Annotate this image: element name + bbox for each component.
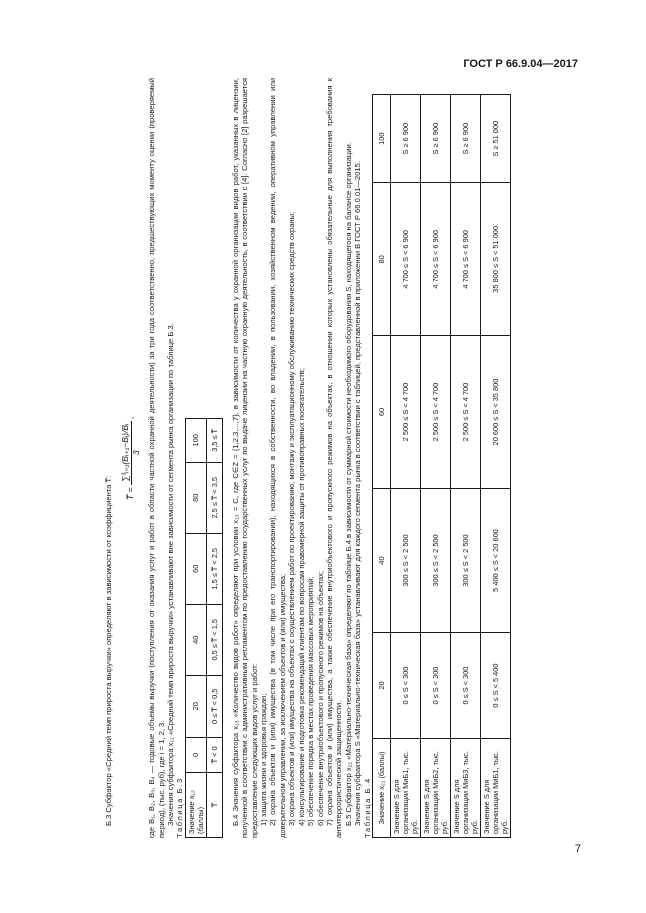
table-cell: S ≥ 51 000 xyxy=(480,95,510,183)
b4-list-item: 6) обеспечение внутриобъектового и пропускного режимов на объектах; xyxy=(315,570,325,826)
b3-intro: Б.3 Субфактор «Средний темп прироста выручки» определяют в зависимости от коэффициента T̅: xyxy=(104,475,113,826)
table-row xyxy=(390,95,420,838)
table-row-label: Значение S для организации МиБ3, тыс. руб. xyxy=(450,739,480,838)
table-cell: 0 ≤ T̅ < 0,5 xyxy=(206,675,222,737)
formula-fraction xyxy=(121,421,141,485)
b5-paragraph-2: Значения субфактора S «Материально-техническая база» устанавливают для каждого сегмента рынка в соответствии с таблицей, представленной в приложении В ГОСТ Р 66.0.01—2015. xyxy=(353,161,363,826)
b5-paragraph: Б.5 Субфактор x₂₁ «Материально-техническая база» определяют по таблице Б.4 в зависимости от суммарной стоимости необходимого оборудования S, находящегося на балансе организации. xyxy=(343,142,353,826)
table-cell: 300 ≤ S < 2 500 xyxy=(420,488,450,632)
table-cell: 0 xyxy=(185,737,206,772)
formula-numerator: ∑³ᵢ₌₁(Bᵢ₊₁−Bᵢ)/Bᵢ xyxy=(121,421,131,485)
table-row xyxy=(420,95,450,838)
table-cell: 1,5 ≤ T̅ < 2,5 xyxy=(206,533,222,604)
table-cell: 0,5 ≤ T̅ < 1,5 xyxy=(206,604,222,675)
table-cell: 100 xyxy=(372,95,390,183)
b4-list-item: 2) охрана объектов и (или) имущества (в том числе при его транспортировании), находящихся в собственности, во владении, в пользовании, хозяйственном ведении, оперативном управлении или доверительном управлении, за исключением объектов и (или) имущества; xyxy=(268,78,287,838)
table-cell: 300 ≤ S < 2 500 xyxy=(450,488,480,632)
rotated-page-content xyxy=(104,78,574,838)
b4-list-item: 1) защита жизни и здоровья граждан; xyxy=(259,693,269,826)
table-b3 xyxy=(185,418,223,838)
b4-list-item: 3) охрана объектов и (или) имущества на объектах с осуществлением работ по проектированию, монтажу и эксплуатационному обслуживанию технических средств охраны; xyxy=(287,211,297,826)
table-row-label: Значение S для организации МиБ1, тыс. руб. xyxy=(480,739,510,838)
table-cell: 4 700 ≤ S < 6 900 xyxy=(450,183,480,336)
table-row xyxy=(206,419,222,838)
formula-lhs: T̅ = xyxy=(125,487,136,500)
table-b4 xyxy=(372,94,511,838)
b3-table-intro: Значения субфактора x₁₂ «Средний темп прироста выручки» устанавливают вне зависимости от сегмента рынка организации по таблице Б.3. xyxy=(166,323,176,826)
table-row xyxy=(185,419,206,838)
table-cell: 300 ≤ S < 2 500 xyxy=(390,488,420,632)
formula-t-mean xyxy=(121,78,141,838)
table-cell: 40 xyxy=(185,604,206,675)
formula-tail: , xyxy=(125,416,136,419)
b4-list-item: 5) обеспечение порядка в местах проведения массовых мероприятий; xyxy=(306,576,316,826)
table-cell: 4 700 ≤ S < 6 900 xyxy=(390,183,420,336)
table-row-label: Значение S для организации МиБ2, тыс. руб. xyxy=(420,739,450,838)
table-row-label: Значение S для организации МиБ1, тыс. руб. xyxy=(390,739,420,838)
table-cell: 4 700 ≤ S < 6 900 xyxy=(420,183,450,336)
table-cell: 2,5 ≤ T̅ < 3,5 xyxy=(206,462,222,533)
page-number: 7 xyxy=(574,843,581,855)
table-cell: T̅ < 0 xyxy=(206,737,222,772)
table-cell: 20 xyxy=(372,633,390,739)
table-cell: 20 xyxy=(185,675,206,737)
b3-where-text: где B₁, B₂, B₃, B₄ — годовые объемы выручки (поступления от оказания услуг и работ в области частной охранной деятельности) за три года соответственно, предшествующих моменту оценки (проверяемый период), (тыс. руб), где i = 1, 2, 3. xyxy=(147,78,166,838)
table-cell: 0 ≤ S < 300 xyxy=(450,633,480,739)
b4-list-item: 7) охрана объектов и (или) имущества, а также обеспечение внутриобъектового и пропускного режимов на объектах, в отношении которых установлены обязательные для выполнения требования к антитеррористической защищенности. xyxy=(324,78,344,838)
table-cell: 80 xyxy=(372,183,390,336)
table-row xyxy=(450,95,480,838)
table-cell: 100 xyxy=(185,419,206,463)
document-header: ГОСТ Р 66.9.04—2017 xyxy=(463,58,578,70)
table-cell: 60 xyxy=(372,336,390,489)
table-cell: 2 500 ≤ S < 4 700 xyxy=(450,336,480,489)
table-cell: 60 xyxy=(185,533,206,604)
table-cell: 5 400 ≤ S < 20 600 xyxy=(480,488,510,632)
b4-paragraph: Б.4 Значения субфактора x₁₃ «Количество видов работ» определяют при условии x₁₃ = C, где C∈Z = {1,2,3,...,7}, в зависимости от количества у охранной организации видов работ, указанных в лицензии, полученной в соответствии с административным регламентом по предоставлению государственных услуг по выдаче лицензии на частную охранную деятельность, в соответствии с [4]. Согласно [2] разрешается предоставление следующих видов услуг и работ: xyxy=(230,78,259,838)
table-cell: 0 ≤ S < 300 xyxy=(390,633,420,739)
table-b4-header-label: Значение x₂₁ (баллы) xyxy=(372,739,390,838)
table-cell: 80 xyxy=(185,462,206,533)
b4-list-item: 4) консультирование и подготовка рекомендаций клиентам по вопросам правомерной защиты от противоправных посягательств; xyxy=(296,368,306,826)
table-cell: S ≥ 6 900 xyxy=(450,95,480,183)
table-cell: S ≥ 6 900 xyxy=(390,95,420,183)
table-b3-row2-head: T̅ xyxy=(206,773,222,838)
table-cell: 20 600 ≤ S < 35 800 xyxy=(480,336,510,489)
table-b4-title: Таблица Б.4 xyxy=(362,777,372,838)
formula-denominator: 3 xyxy=(130,450,141,456)
table-cell: 0 ≤ S < 5 400 xyxy=(480,633,510,739)
table-row xyxy=(372,95,390,838)
table-cell: 40 xyxy=(372,488,390,632)
table-cell: 35 800 ≤ S < 51 000 xyxy=(480,183,510,336)
table-cell: 2 500 ≤ S < 4 700 xyxy=(390,336,420,489)
table-cell: 3,5 ≤ T̅ xyxy=(206,419,222,463)
table-cell: 2 500 ≤ S < 4 700 xyxy=(420,336,450,489)
table-b3-row1-head: Значение x₁₂ (баллы) xyxy=(185,773,206,838)
table-b3-title: Таблица Б.3 xyxy=(175,777,185,838)
table-cell: S ≥ 6 900 xyxy=(420,95,450,183)
table-row xyxy=(480,95,510,838)
table-cell: 0 ≤ S < 300 xyxy=(420,633,450,739)
